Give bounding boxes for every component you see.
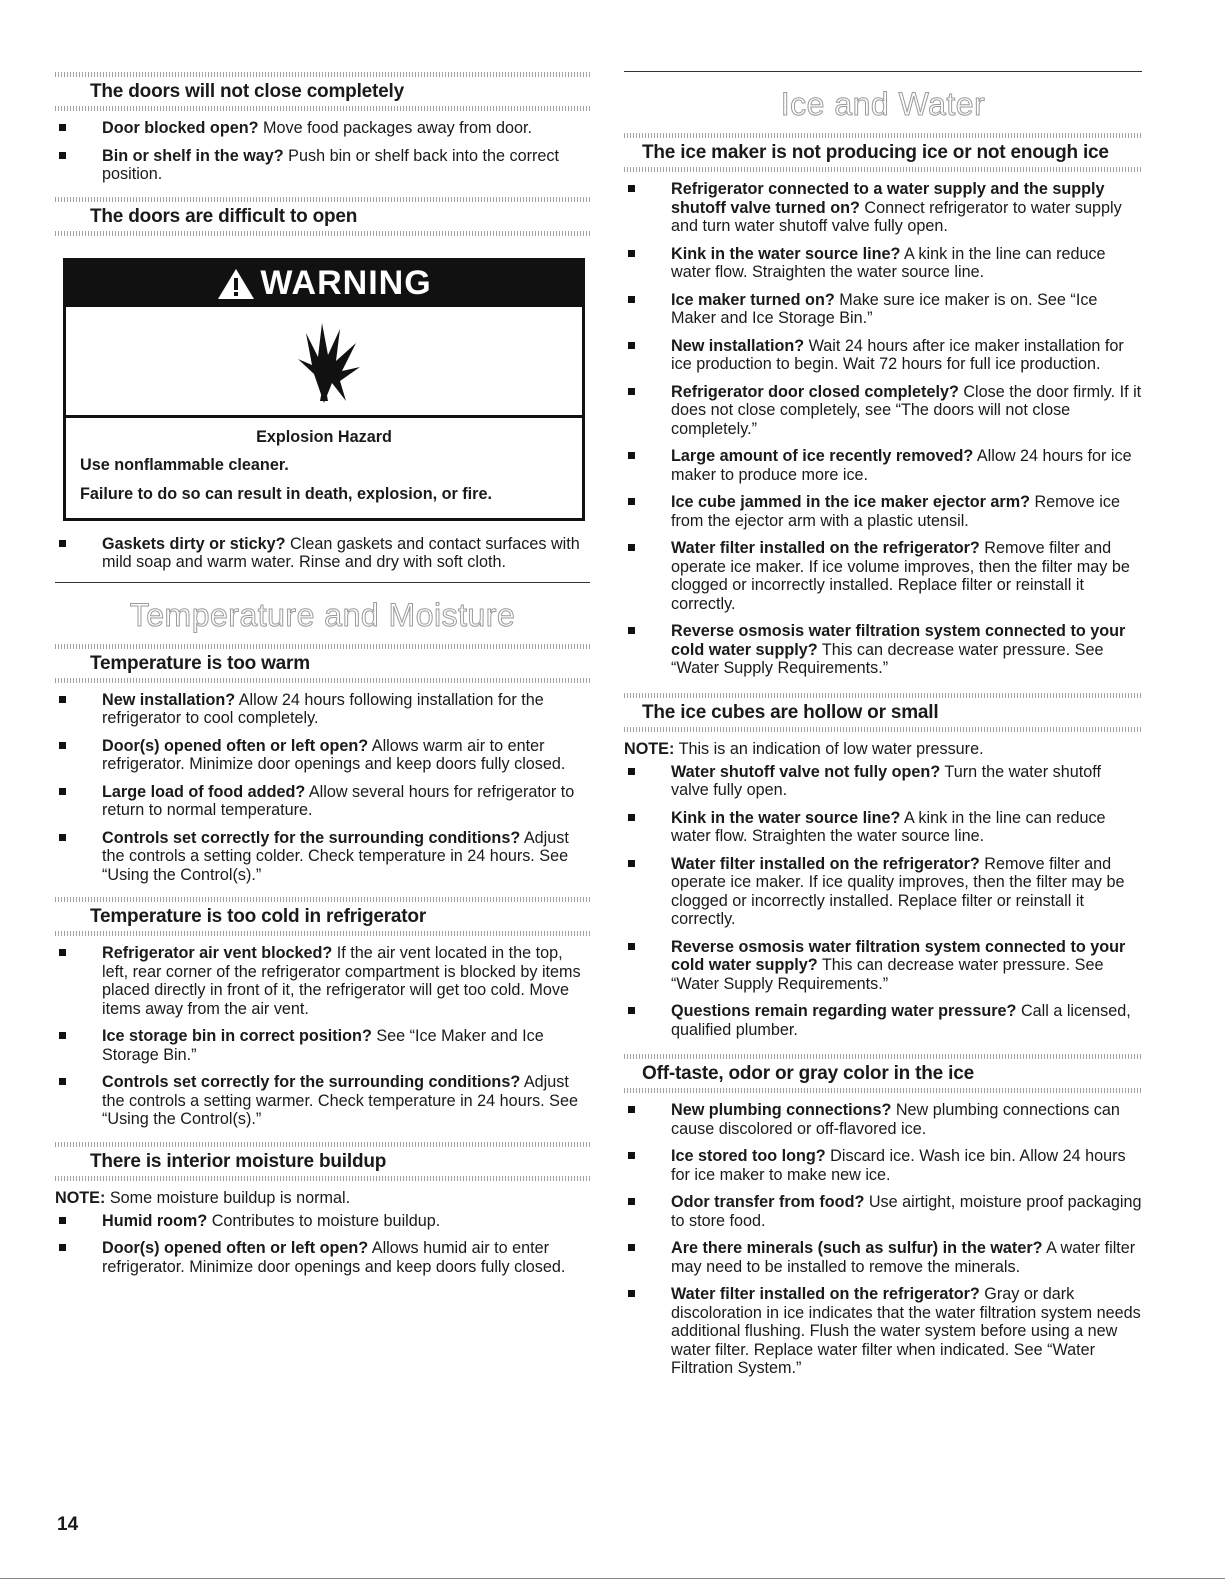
item-question: Controls set correctly for the surrounding conditions? xyxy=(102,828,521,847)
section-heading: The doors are difficult to open xyxy=(90,205,358,227)
item-question: Water filter installed on the refrigerator? xyxy=(671,854,980,873)
item-question: Ice storage bin in correct position? xyxy=(102,1027,372,1045)
item-answer: Allow several hours for refrigerator to return to normal temperature. xyxy=(102,782,575,819)
bullet-list xyxy=(55,119,590,184)
item-answer: Remove filter and operate ice maker. If ice quality improves, then the filter may be clogged or incorrectly installed. Replace filter or reinstall it correctly. xyxy=(671,854,1125,928)
list-item xyxy=(624,855,1142,929)
item-question: Refrigerator connected to a water supply and the supply shutoff valve turned on? xyxy=(671,180,1105,217)
item-answer: See “Ice Maker and Ice Storage Bin.” xyxy=(102,1027,544,1064)
bullet-list xyxy=(55,691,590,885)
section-rule xyxy=(55,582,590,583)
explosion-icon xyxy=(284,319,364,403)
list-item xyxy=(55,829,590,885)
list-item xyxy=(624,1002,1142,1039)
list-item xyxy=(624,447,1142,484)
item-question: Door(s) opened often or left open? xyxy=(102,736,369,755)
item-answer: If the air vent located in the top, left, rear corner of the refrigerator compartment is blocked by items placed directly in front of it, the refrigerator will get too cold. Move items away from the air vent. xyxy=(102,944,581,1018)
item-question: Reverse osmosis water filtration system connected to your cold water supply? xyxy=(671,937,1126,974)
item-answer: Close the door firmly. If it does not close completely, see “The doors will not close completely.” xyxy=(671,382,1142,438)
item-answer: This can decrease water pressure. See “Water Supply Requirements.” xyxy=(671,956,1104,993)
item-question: Are there minerals (such as sulfur) in the water? xyxy=(671,1239,1043,1257)
page-number: 14 xyxy=(57,1514,79,1535)
warning-text xyxy=(66,418,582,518)
right-column xyxy=(624,0,1142,1387)
note: NOTE: Some moisture buildup is normal. xyxy=(55,1188,351,1207)
item-question: Water shutoff valve not fully open? xyxy=(671,762,941,781)
section-heading: Off-taste, odor or gray color in the ice xyxy=(642,1063,974,1084)
item-question: Water filter installed on the refrigerator? xyxy=(671,1285,980,1303)
item-answer: Remove ice from the ejector arm with a plastic utensil. xyxy=(671,493,1120,530)
divider xyxy=(55,106,590,111)
item-question: Door(s) opened often or left open? xyxy=(102,1239,369,1257)
section-heading: Temperature is too cold in refrigerator xyxy=(90,906,427,927)
list-item xyxy=(55,1212,590,1231)
list-item xyxy=(55,1073,590,1129)
section-heading: Temperature is too warm xyxy=(90,652,310,674)
item-question: Refrigerator door closed completely? xyxy=(671,382,959,401)
list-item xyxy=(55,1027,590,1064)
item-answer: Adjust the controls a setting warmer. Check temperature in 24 hours. See “Using the Control(s).” xyxy=(102,1073,578,1128)
item-answer: Turn the water shutoff valve fully open. xyxy=(671,762,1101,799)
warning-line: Use nonflammable cleaner. xyxy=(80,455,289,474)
item-question: Bin or shelf in the way? xyxy=(102,146,284,165)
item-question: Large load of food added? xyxy=(102,782,306,801)
item-answer: Make sure ice maker is on. See “Ice Maker and Ice Storage Bin.” xyxy=(671,290,1098,327)
section-rule xyxy=(624,71,1142,72)
item-question: Questions remain regarding water pressure? xyxy=(671,1002,1017,1020)
bullet-list xyxy=(55,944,590,1129)
item-question: Door blocked open? xyxy=(102,119,259,137)
note: NOTE: This is an indication of low water pressure. xyxy=(624,739,984,758)
divider xyxy=(55,231,590,236)
section-heading: The doors will not close completely xyxy=(90,81,404,102)
divider xyxy=(624,1054,1142,1059)
divider xyxy=(55,897,590,902)
item-question: New installation? xyxy=(671,336,805,355)
divider xyxy=(55,197,590,202)
warning-banner xyxy=(66,261,582,307)
item-answer: A kink in the line can reduce water flow. Straighten the water source line. xyxy=(671,244,1106,281)
list-item xyxy=(55,119,590,138)
item-answer: A kink in the line can reduce water flow. Straighten the water source line. xyxy=(671,808,1106,845)
warning-line: Failure to do so can result in death, explosion, or fire. xyxy=(80,484,492,503)
item-question: Large amount of ice recently removed? xyxy=(671,447,974,465)
item-answer: Gray or dark discoloration in ice indicates that the water filtration system needs additional flushing. Flush the water system before using a new water filter. Replace water filter when indicated. See “Water Filtration System.” xyxy=(671,1285,1141,1377)
item-answer: This can decrease water pressure. See “Water Supply Requirements.” xyxy=(671,640,1104,677)
item-question: Kink in the water source line? xyxy=(671,244,901,263)
list-item xyxy=(624,337,1142,374)
item-answer: Call a licensed, qualified plumber. xyxy=(671,1002,1131,1039)
list-item xyxy=(624,1193,1142,1230)
item-question: Ice cube jammed in the ice maker ejector arm? xyxy=(671,493,1030,511)
divider xyxy=(55,931,590,936)
list-item xyxy=(624,180,1142,236)
left-column xyxy=(55,0,590,1285)
item-answer: Connect refrigerator to water supply and turn water shutoff valve fully open. xyxy=(671,198,1122,235)
item-question: Water filter installed on the refrigerator? xyxy=(671,539,980,557)
list-item xyxy=(624,383,1142,439)
item-answer: Discard ice. Wash ice bin. Allow 24 hours for ice maker to make new ice. xyxy=(671,1147,1126,1184)
item-question: Kink in the water source line? xyxy=(671,808,901,827)
list-item xyxy=(55,691,590,728)
warning-symbol-area xyxy=(66,307,582,418)
divider xyxy=(624,727,1142,732)
item-answer: Allow 24 hours following installation for the refrigerator to cool completely. xyxy=(102,690,544,727)
item-answer: A water filter may need to be installed to remove the minerals. xyxy=(671,1239,1136,1276)
bullet-list xyxy=(624,1101,1142,1378)
item-answer: Adjust the controls a setting colder. Check temperature in 24 hours. See “Using the Control(s).” xyxy=(102,828,569,884)
list-item xyxy=(624,291,1142,328)
divider xyxy=(624,167,1142,172)
item-question: Ice maker turned on? xyxy=(671,290,835,309)
item-answer: Use airtight, moisture proof packaging to store food. xyxy=(671,1193,1142,1230)
item-question: Odor transfer from food? xyxy=(671,1193,865,1211)
divider xyxy=(55,72,590,77)
list-item xyxy=(624,763,1142,800)
list-item xyxy=(55,737,590,774)
item-answer: Remove filter and operate ice maker. If ice volume improves, then the filter may be clogged or incorrectly installed. Replace filter or reinstall it correctly. xyxy=(671,539,1130,613)
warning-title: WARNING xyxy=(260,264,432,302)
item-answer: Push bin or shelf back into the correct position. xyxy=(102,146,560,183)
bullet-list xyxy=(55,1212,590,1277)
divider xyxy=(55,1142,590,1147)
divider xyxy=(55,678,590,683)
warning-box xyxy=(63,258,585,521)
list-item xyxy=(624,493,1142,530)
item-question: Ice stored too long? xyxy=(671,1147,826,1165)
section-heading: The ice cubes are hollow or small xyxy=(642,701,939,723)
bullet-list xyxy=(55,535,590,572)
divider xyxy=(624,1088,1142,1093)
item-answer: Allows humid air to enter refrigerator. Minimize door openings and keep doors fully closed. xyxy=(102,1239,566,1276)
item-question: New installation? xyxy=(102,690,236,709)
list-item xyxy=(55,1239,590,1276)
list-item xyxy=(55,944,590,1018)
list-item xyxy=(624,1285,1142,1378)
item-question: Reverse osmosis water filtration system connected to your cold water supply? xyxy=(671,622,1126,659)
bullet-list xyxy=(624,180,1142,678)
item-question: Controls set correctly for the surrounding conditions? xyxy=(102,1073,521,1091)
section-heading: The ice maker is not producing ice or not enough ice xyxy=(642,142,1109,163)
list-item xyxy=(55,147,590,184)
hazard-title: Explosion Hazard xyxy=(256,427,392,446)
list-item xyxy=(624,1239,1142,1276)
warning-triangle-icon xyxy=(216,267,256,301)
section-title: Temperature and Moisture xyxy=(129,596,516,633)
list-item xyxy=(55,783,590,820)
list-item xyxy=(624,245,1142,282)
section-heading: There is interior moisture buildup xyxy=(90,1150,387,1172)
list-item xyxy=(624,938,1142,994)
divider xyxy=(624,133,1142,138)
list-item xyxy=(624,809,1142,846)
item-answer: Wait 24 hours after ice maker installation for ice production to begin. Wait 72 hours for full ice production. xyxy=(671,336,1124,373)
divider xyxy=(55,644,590,649)
item-question: Humid room? xyxy=(102,1211,208,1230)
item-question: Refrigerator air vent blocked? xyxy=(102,944,333,962)
item-answer: New plumbing connections can cause discolored or off-flavored ice. xyxy=(671,1101,1120,1138)
item-answer: Move food packages away from door. xyxy=(258,119,533,137)
divider xyxy=(624,693,1142,698)
list-item xyxy=(624,1147,1142,1184)
item-answer: Allow 24 hours for ice maker to produce more ice. xyxy=(671,447,1132,484)
list-item xyxy=(624,1101,1142,1138)
item-answer: Contributes to moisture buildup. xyxy=(207,1211,441,1230)
bullet-list xyxy=(624,763,1142,1040)
list-item xyxy=(624,539,1142,613)
page-bottom-rule xyxy=(0,1578,1225,1579)
list-item xyxy=(624,622,1142,678)
section-title: Ice and Water xyxy=(780,86,986,122)
list-item: Gaskets dirty or sticky? Clean gaskets and contact surfaces with mild soap and warm water. Rinse and dry with soft cloth. xyxy=(55,535,590,572)
item-answer: Allows warm air to enter refrigerator. Minimize door openings and keep doors fully closed. xyxy=(102,736,566,773)
item-question: New plumbing connections? xyxy=(671,1101,892,1119)
divider xyxy=(55,1176,590,1181)
